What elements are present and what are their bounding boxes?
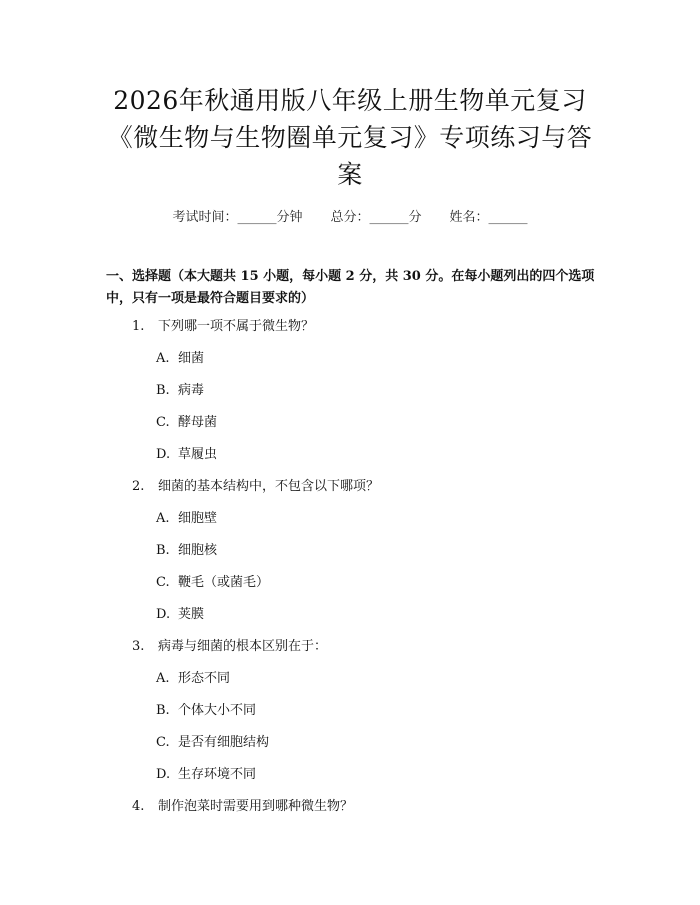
option-label: C. (156, 735, 170, 750)
question-number: 4. (132, 799, 145, 814)
title-line-3: 案 (337, 160, 363, 189)
option-text: 病毒 (178, 383, 205, 398)
option-label: D. (156, 607, 171, 622)
option-text: 细胞核 (178, 543, 218, 558)
option-text: 细胞壁 (178, 511, 218, 526)
option-label: A. (156, 671, 170, 686)
question-stem: 细菌的基本结构中，不包含以下哪项？ (158, 479, 380, 494)
option-label: C. (156, 575, 170, 590)
question-stem: 下列哪一项不属于微生物？ (158, 319, 315, 334)
option-text: 生存环境不同 (178, 767, 257, 782)
option-text: 草履虫 (178, 447, 218, 462)
option-label: B. (156, 543, 170, 558)
option-label: D. (156, 447, 171, 462)
option-text: 酵母菌 (178, 415, 218, 430)
question-stem: 制作泡菜时需要用到哪种微生物？ (158, 799, 354, 814)
option-text: 个体大小不同 (178, 703, 257, 718)
option-label: C. (156, 415, 170, 430)
option-label: A. (156, 351, 170, 366)
exam-time-field: 考试时间：______分钟 (172, 210, 303, 225)
question-number: 1. (132, 319, 145, 334)
option-text: 细菌 (178, 351, 205, 366)
option-text: 鞭毛（或菌毛） (178, 575, 270, 590)
option-text: 荚膜 (178, 607, 205, 622)
total-score-field: 总分：______分 (330, 210, 422, 225)
question-number: 2. (132, 479, 145, 494)
title-line-1: 2026年秋通用版八年级上册生物单元复习 (113, 86, 587, 115)
exam-info-line (0, 206, 700, 225)
page-title (90, 82, 610, 193)
student-name-field: 姓名：______ (449, 210, 528, 225)
question-stem: 病毒与细菌的根本区别在于： (158, 639, 328, 654)
option-text: 是否有细胞结构 (178, 735, 270, 750)
option-label: B. (156, 703, 170, 718)
option-label: D. (156, 767, 171, 782)
option-label: B. (156, 383, 170, 398)
option-label: A. (156, 511, 170, 526)
section-heading-multiple-choice: 一、选择题（本大题共 15 小题，每小题 2 分，共 30 分。在每小题列出的四个选项中，只有一项是最符合题目要求的） (106, 269, 595, 306)
option-text: 形态不同 (178, 671, 231, 686)
question-number: 3. (132, 639, 145, 654)
title-line-2: 《微生物与生物圈单元复习》专项练习与答 (107, 123, 593, 152)
